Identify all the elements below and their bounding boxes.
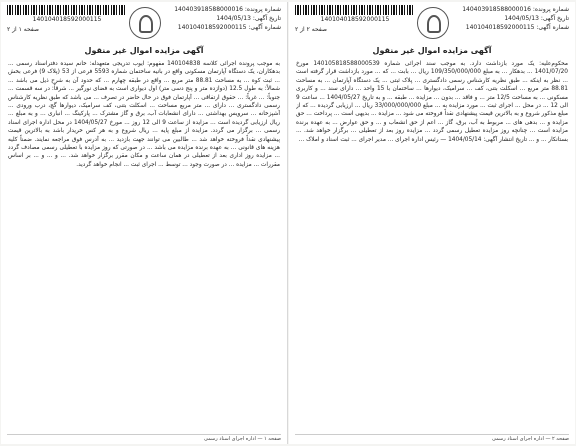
barcode-block	[7, 5, 127, 33]
notice-date: تاریخ آگهی: 1404/05/13	[504, 15, 569, 22]
page-number: صفحه ۲ از ۲	[295, 26, 327, 33]
notice-title: آگهی مزایده اموال غیر منقول	[372, 46, 492, 55]
right-page	[289, 2, 575, 444]
emblem-logo	[417, 7, 449, 39]
page-footer: صفحه ۱ — اداره اجرای اسناد رسمی	[7, 434, 281, 442]
case-number: شماره پرونده: 140403918588000016	[174, 6, 281, 13]
notice-title: آگهی مزایده اموال غیر منقول	[84, 46, 204, 55]
page-number: صفحه ۱ از ۲	[7, 26, 39, 33]
page-footer: صفحه ۲ — اداره اجرای اسناد رسمی	[295, 434, 569, 442]
notice-body	[296, 60, 568, 432]
emblem-logo	[129, 7, 161, 39]
document-header	[174, 5, 281, 32]
barcode-image	[295, 5, 413, 15]
barcode-number: 140104018592000115	[32, 16, 102, 23]
notice-body	[8, 60, 280, 432]
case-number: شماره پرونده: 140403918588000016	[462, 6, 569, 13]
barcode-image	[7, 5, 125, 15]
document-header	[462, 5, 569, 32]
notice-text: محکوم‌علیه: یک مورد بازداشت دارد. به موجب سند اجرائی شماره 140105818588000539 مورخ 1401/07/20 ... بدهکار ... به مبلغ 109/350/000/000 ریال ... بابت ... که ... مورد بازداشت قرار گرفته است ... نظر به اینکه ... طبق نظریه کارشناس رسمی دادگستری ... پلاک ثبتی ... یک دستگاه آپارتمان ... به مساحت 88.81 متر مربع ... اسکلت بتنی، کف ... سرامیک، دیوارها ... ساختمان با 15 واحد ... دارای سند ... و کاربری مسکونی ... به مساحت 12/5 متر ... و فاقد ... بدون ... مزایده ... طبقه ... و به تاریخ 1404/05/27 ... ساعت 9 الی 12 ... در محل ... اجرای ثبت ... مورد مزایده به ... مبلغ 33/000/000/000 ریال ... ارزیابی گردیده ... که از مبلغ مذکور شروع و به بالاترین قیمت پیشنهادی نقداً فروخته می شود ... مزایده ... بدیهی است ... پرداخت ... حق مزایده و ... بدهی های ... مربوط به آب، برق، گاز ... اعم از حق انشعاب و ... و حق عوارض ... به عهده برنده مزایده است ... چنانچه روز مزایده تعطیل رسمی گردد ... مزایده روز بعد از تعطیلی ... برگزار خواهد شد. ... بستانکار ... و ... تاریخ انتشار آگهی: 1404/05/14 — رئیس اداره اجرای ... مدیر اجرای ... ثبت اسناد و املاک ...	[296, 61, 568, 143]
notice-text: به موجب پرونده اجرائی کلاسه 140104838 مفهوم: ایوب تدریجی متعهدله: خانم سیده دفتراسناد رسمی ... بدهکاران، یک دستگاه آپارتمان مسکونی واقع در بانیه ساختمان شماره 5593 فرعی از 53 (پلاک 9) فرعی بخش ... ثبت کوه ... به مساحت 88.81 متر مربع ... واقع در طبقه چهارم ... که حدود آن به شرح ذیل می باشد ... شمالاً: به طول 12.5 (دوازده متر و پنج دسی متر) اول دیواری است به فضای نورگیر ... شرقاً: در سه قسمت ... جنوباً: ... غرباً: ... حقوق ارتفاقی ... آپارتمان فوق در حال حاضر در تصرف ... می باشد که طبق نظریه کارشناس رسمی دادگستری ... دارای ... متر مربع مساحت ... اسکلت بتنی، کف سرامیک، دیوارها گچ، درب ورودی ... آشپزخانه ... سرویس بهداشتی ... دارای انشعابات آب، برق و گاز مشترک ... پارکینگ ... انباری ... و به مبلغ ... ریال ارزیابی گردیده است ... مزایده از ساعت 9 الی 12 روز ... مورخ 1404/05/27 در محل اداره اجرای اسناد رسمی ... برگزار می گردد. مزایده از مبلغ پایه ... ریال شروع و به هر کس خریدار باشد به بالاترین قیمت پیشنهادی نقداً فروخته خواهد شد ... طالبین می توانند جهت بازدید ... به آدرس فوق مراجعه نمایند. ضمناً کلیه هزینه های قانونی ... به عهده برنده مزایده می باشد ... در صورتی که روز مزایده با تعطیلی رسمی مصادف گردد ... مزایده روز اداری بعد از تعطیلی در همان ساعت و مکان مقرر برگزار خواهد شد. ... و ... و ... بر اساس مقررات ... مزایده ... در صورت وجود ... توسط ... اجرای ثبت ... انجام خواهد گردید.	[8, 61, 280, 168]
notice-number: شماره آگهی: 140104018592000115	[177, 24, 281, 31]
barcode-block	[295, 5, 415, 33]
barcode-number: 140104018592000115	[320, 16, 390, 23]
notice-number: شماره آگهی: 140104018592000115	[465, 24, 569, 31]
left-page	[1, 2, 288, 444]
notice-date: تاریخ آگهی: 1404/05/13	[216, 15, 281, 22]
